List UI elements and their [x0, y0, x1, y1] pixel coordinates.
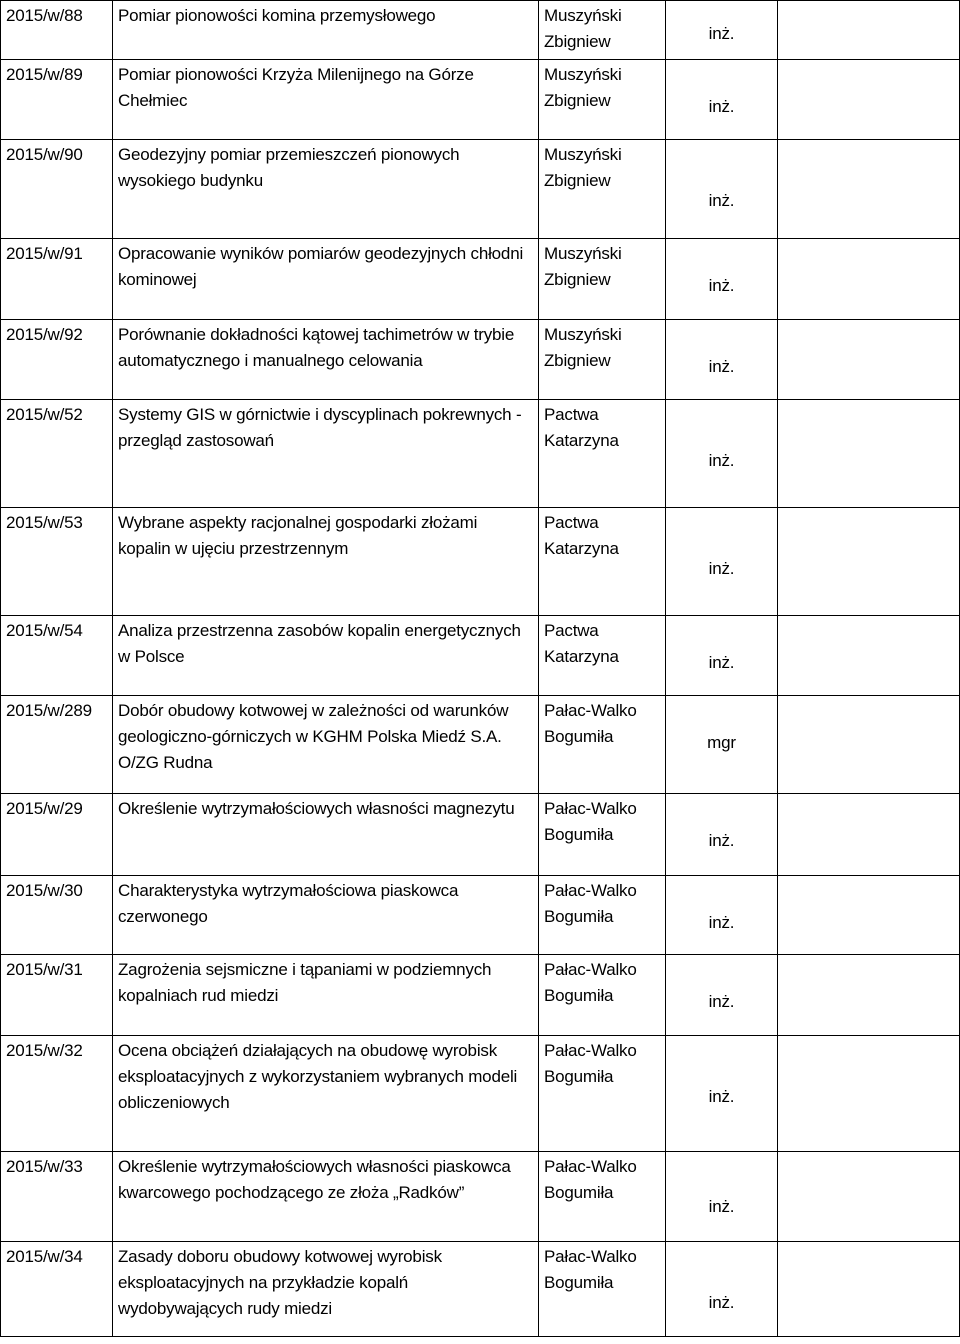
cell-supervisor	[539, 1, 666, 60]
degree-label: inż.	[708, 1087, 735, 1106]
cell-empty	[778, 1152, 960, 1242]
cell-supervisor	[539, 400, 666, 508]
cell-code: 2015/w/289	[1, 696, 113, 794]
cell-supervisor	[539, 239, 666, 320]
table-row	[1, 876, 960, 955]
cell-empty	[778, 1036, 960, 1152]
cell-empty	[778, 400, 960, 508]
degree-label: inż.	[708, 276, 735, 295]
cell-degree	[666, 876, 778, 955]
supervisor-surname: Pałac-Walko	[544, 1041, 637, 1060]
cell-title: Geodezyjny pomiar przemieszczeń pionowych wysokiego budynku	[113, 140, 539, 239]
supervisor-first-name: Zbigniew	[544, 270, 611, 289]
degree-label: inż.	[708, 1293, 735, 1312]
supervisor-surname: Muszyński	[544, 145, 622, 164]
cell-supervisor	[539, 60, 666, 140]
supervisor-first-name: Bogumiła	[544, 907, 614, 926]
cell-empty	[778, 140, 960, 239]
cell-title: Ocena obciążeń działających na obudowę wyrobisk eksploatacyjnych z wykorzystaniem wybranych modeli obliczeniowych	[113, 1036, 539, 1152]
supervisor-first-name: Bogumiła	[544, 825, 614, 844]
cell-code: 2015/w/34	[1, 1242, 113, 1337]
supervisor-first-name: Bogumiła	[544, 986, 614, 1005]
cell-empty	[778, 1, 960, 60]
cell-title: Określenie wytrzymałościowych własności piaskowca kwarcowego pochodzącego ze złoża „Radków”	[113, 1152, 539, 1242]
cell-degree	[666, 794, 778, 876]
cell-supervisor	[539, 140, 666, 239]
table-row	[1, 1242, 960, 1337]
supervisor-surname: Muszyński	[544, 325, 622, 344]
cell-title: Opracowanie wyników pomiarów geodezyjnych chłodni kominowej	[113, 239, 539, 320]
cell-title: Pomiar pionowości Krzyża Milenijnego na Górze Chełmiec	[113, 60, 539, 140]
cell-empty	[778, 508, 960, 616]
supervisor-first-name: Katarzyna	[544, 539, 619, 558]
cell-degree	[666, 1152, 778, 1242]
cell-code: 2015/w/90	[1, 140, 113, 239]
cell-supervisor	[539, 794, 666, 876]
table-row	[1, 696, 960, 794]
supervisor-surname: Pactwa	[544, 405, 599, 424]
cell-code: 2015/w/92	[1, 320, 113, 400]
cell-code: 2015/w/53	[1, 508, 113, 616]
cell-degree	[666, 1036, 778, 1152]
cell-title: Analiza przestrzenna zasobów kopalin energetycznych w Polsce	[113, 616, 539, 696]
cell-degree	[666, 616, 778, 696]
degree-label: mgr	[707, 733, 736, 752]
cell-empty	[778, 696, 960, 794]
supervisor-first-name: Bogumiła	[544, 1067, 614, 1086]
cell-empty	[778, 794, 960, 876]
cell-title: Wybrane aspekty racjonalnej gospodarki złożami kopalin w ujęciu przestrzennym	[113, 508, 539, 616]
cell-degree	[666, 1242, 778, 1337]
supervisor-surname: Muszyński	[544, 6, 622, 25]
table-row	[1, 1036, 960, 1152]
cell-degree	[666, 320, 778, 400]
cell-supervisor	[539, 1036, 666, 1152]
cell-code: 2015/w/54	[1, 616, 113, 696]
degree-label: inż.	[708, 357, 735, 376]
supervisor-first-name: Bogumiła	[544, 1273, 614, 1292]
degree-label: inż.	[708, 913, 735, 932]
supervisor-surname: Pałac-Walko	[544, 960, 637, 979]
supervisor-surname: Muszyński	[544, 244, 622, 263]
cell-supervisor	[539, 1242, 666, 1337]
cell-code: 2015/w/29	[1, 794, 113, 876]
cell-supervisor	[539, 696, 666, 794]
cell-empty	[778, 955, 960, 1036]
cell-title: Porównanie dokładności kątowej tachimetrów w trybie automatycznego i manualnego celowania	[113, 320, 539, 400]
degree-label: inż.	[708, 191, 735, 210]
cell-title: Zagrożenia sejsmiczne i tąpaniami w podziemnych kopalniach rud miedzi	[113, 955, 539, 1036]
cell-empty	[778, 616, 960, 696]
cell-code: 2015/w/30	[1, 876, 113, 955]
degree-label: inż.	[708, 559, 735, 578]
cell-empty	[778, 239, 960, 320]
cell-code: 2015/w/33	[1, 1152, 113, 1242]
cell-code: 2015/w/89	[1, 60, 113, 140]
cell-degree	[666, 696, 778, 794]
supervisor-surname: Muszyński	[544, 65, 622, 84]
cell-code: 2015/w/91	[1, 239, 113, 320]
supervisor-first-name: Katarzyna	[544, 431, 619, 450]
table-body	[1, 1, 960, 1337]
cell-code: 2015/w/31	[1, 955, 113, 1036]
table-row	[1, 955, 960, 1036]
cell-code: 2015/w/32	[1, 1036, 113, 1152]
supervisor-first-name: Bogumiła	[544, 727, 614, 746]
cell-title: Określenie wytrzymałościowych własności magnezytu	[113, 794, 539, 876]
supervisor-surname: Pactwa	[544, 621, 599, 640]
cell-empty	[778, 320, 960, 400]
cell-title: Systemy GIS w górnictwie i dyscyplinach pokrewnych - przegląd zastosowań	[113, 400, 539, 508]
cell-title: Zasady doboru obudowy kotwowej wyrobisk eksploatacyjnych na przykładzie kopalń wydobywających rudy miedzi	[113, 1242, 539, 1337]
table-row	[1, 508, 960, 616]
cell-supervisor	[539, 876, 666, 955]
cell-supervisor	[539, 1152, 666, 1242]
table-row	[1, 140, 960, 239]
cell-degree	[666, 140, 778, 239]
supervisor-first-name: Zbigniew	[544, 91, 611, 110]
cell-code: 2015/w/52	[1, 400, 113, 508]
cell-title: Charakterystyka wytrzymałościowa piaskowca czerwonego	[113, 876, 539, 955]
cell-empty	[778, 1242, 960, 1337]
cell-code: 2015/w/88	[1, 1, 113, 60]
table-row	[1, 239, 960, 320]
degree-label: inż.	[708, 451, 735, 470]
table-row	[1, 616, 960, 696]
supervisor-first-name: Zbigniew	[544, 351, 611, 370]
cell-degree	[666, 60, 778, 140]
cell-title: Pomiar pionowości komina przemysłowego	[113, 1, 539, 60]
degree-label: inż.	[708, 992, 735, 1011]
cell-title: Dobór obudowy kotwowej w zależności od warunków geologiczno-górniczych w KGHM Polska Miedź S.A. O/ZG Rudna	[113, 696, 539, 794]
degree-label: inż.	[708, 653, 735, 672]
supervisor-first-name: Katarzyna	[544, 647, 619, 666]
supervisor-surname: Pałac-Walko	[544, 1157, 637, 1176]
supervisor-surname: Pałac-Walko	[544, 701, 637, 720]
table-row	[1, 1, 960, 60]
supervisor-surname: Pałac-Walko	[544, 799, 637, 818]
cell-degree	[666, 1, 778, 60]
cell-degree	[666, 400, 778, 508]
degree-label: inż.	[708, 24, 735, 43]
cell-supervisor	[539, 508, 666, 616]
cell-supervisor	[539, 616, 666, 696]
supervisor-first-name: Bogumiła	[544, 1183, 614, 1202]
table-row	[1, 400, 960, 508]
cell-degree	[666, 508, 778, 616]
degree-label: inż.	[708, 831, 735, 850]
degree-label: inż.	[708, 1197, 735, 1216]
degree-label: inż.	[708, 97, 735, 116]
table-row	[1, 320, 960, 400]
cell-degree	[666, 239, 778, 320]
cell-degree	[666, 955, 778, 1036]
supervisor-first-name: Zbigniew	[544, 171, 611, 190]
supervisor-surname: Pałac-Walko	[544, 881, 637, 900]
supervisor-surname: Pałac-Walko	[544, 1247, 637, 1266]
cell-empty	[778, 60, 960, 140]
table-row	[1, 1152, 960, 1242]
table-row	[1, 60, 960, 140]
cell-supervisor	[539, 320, 666, 400]
cell-supervisor	[539, 955, 666, 1036]
cell-empty	[778, 876, 960, 955]
table-row	[1, 794, 960, 876]
supervisor-surname: Pactwa	[544, 513, 599, 532]
supervisor-first-name: Zbigniew	[544, 32, 611, 51]
